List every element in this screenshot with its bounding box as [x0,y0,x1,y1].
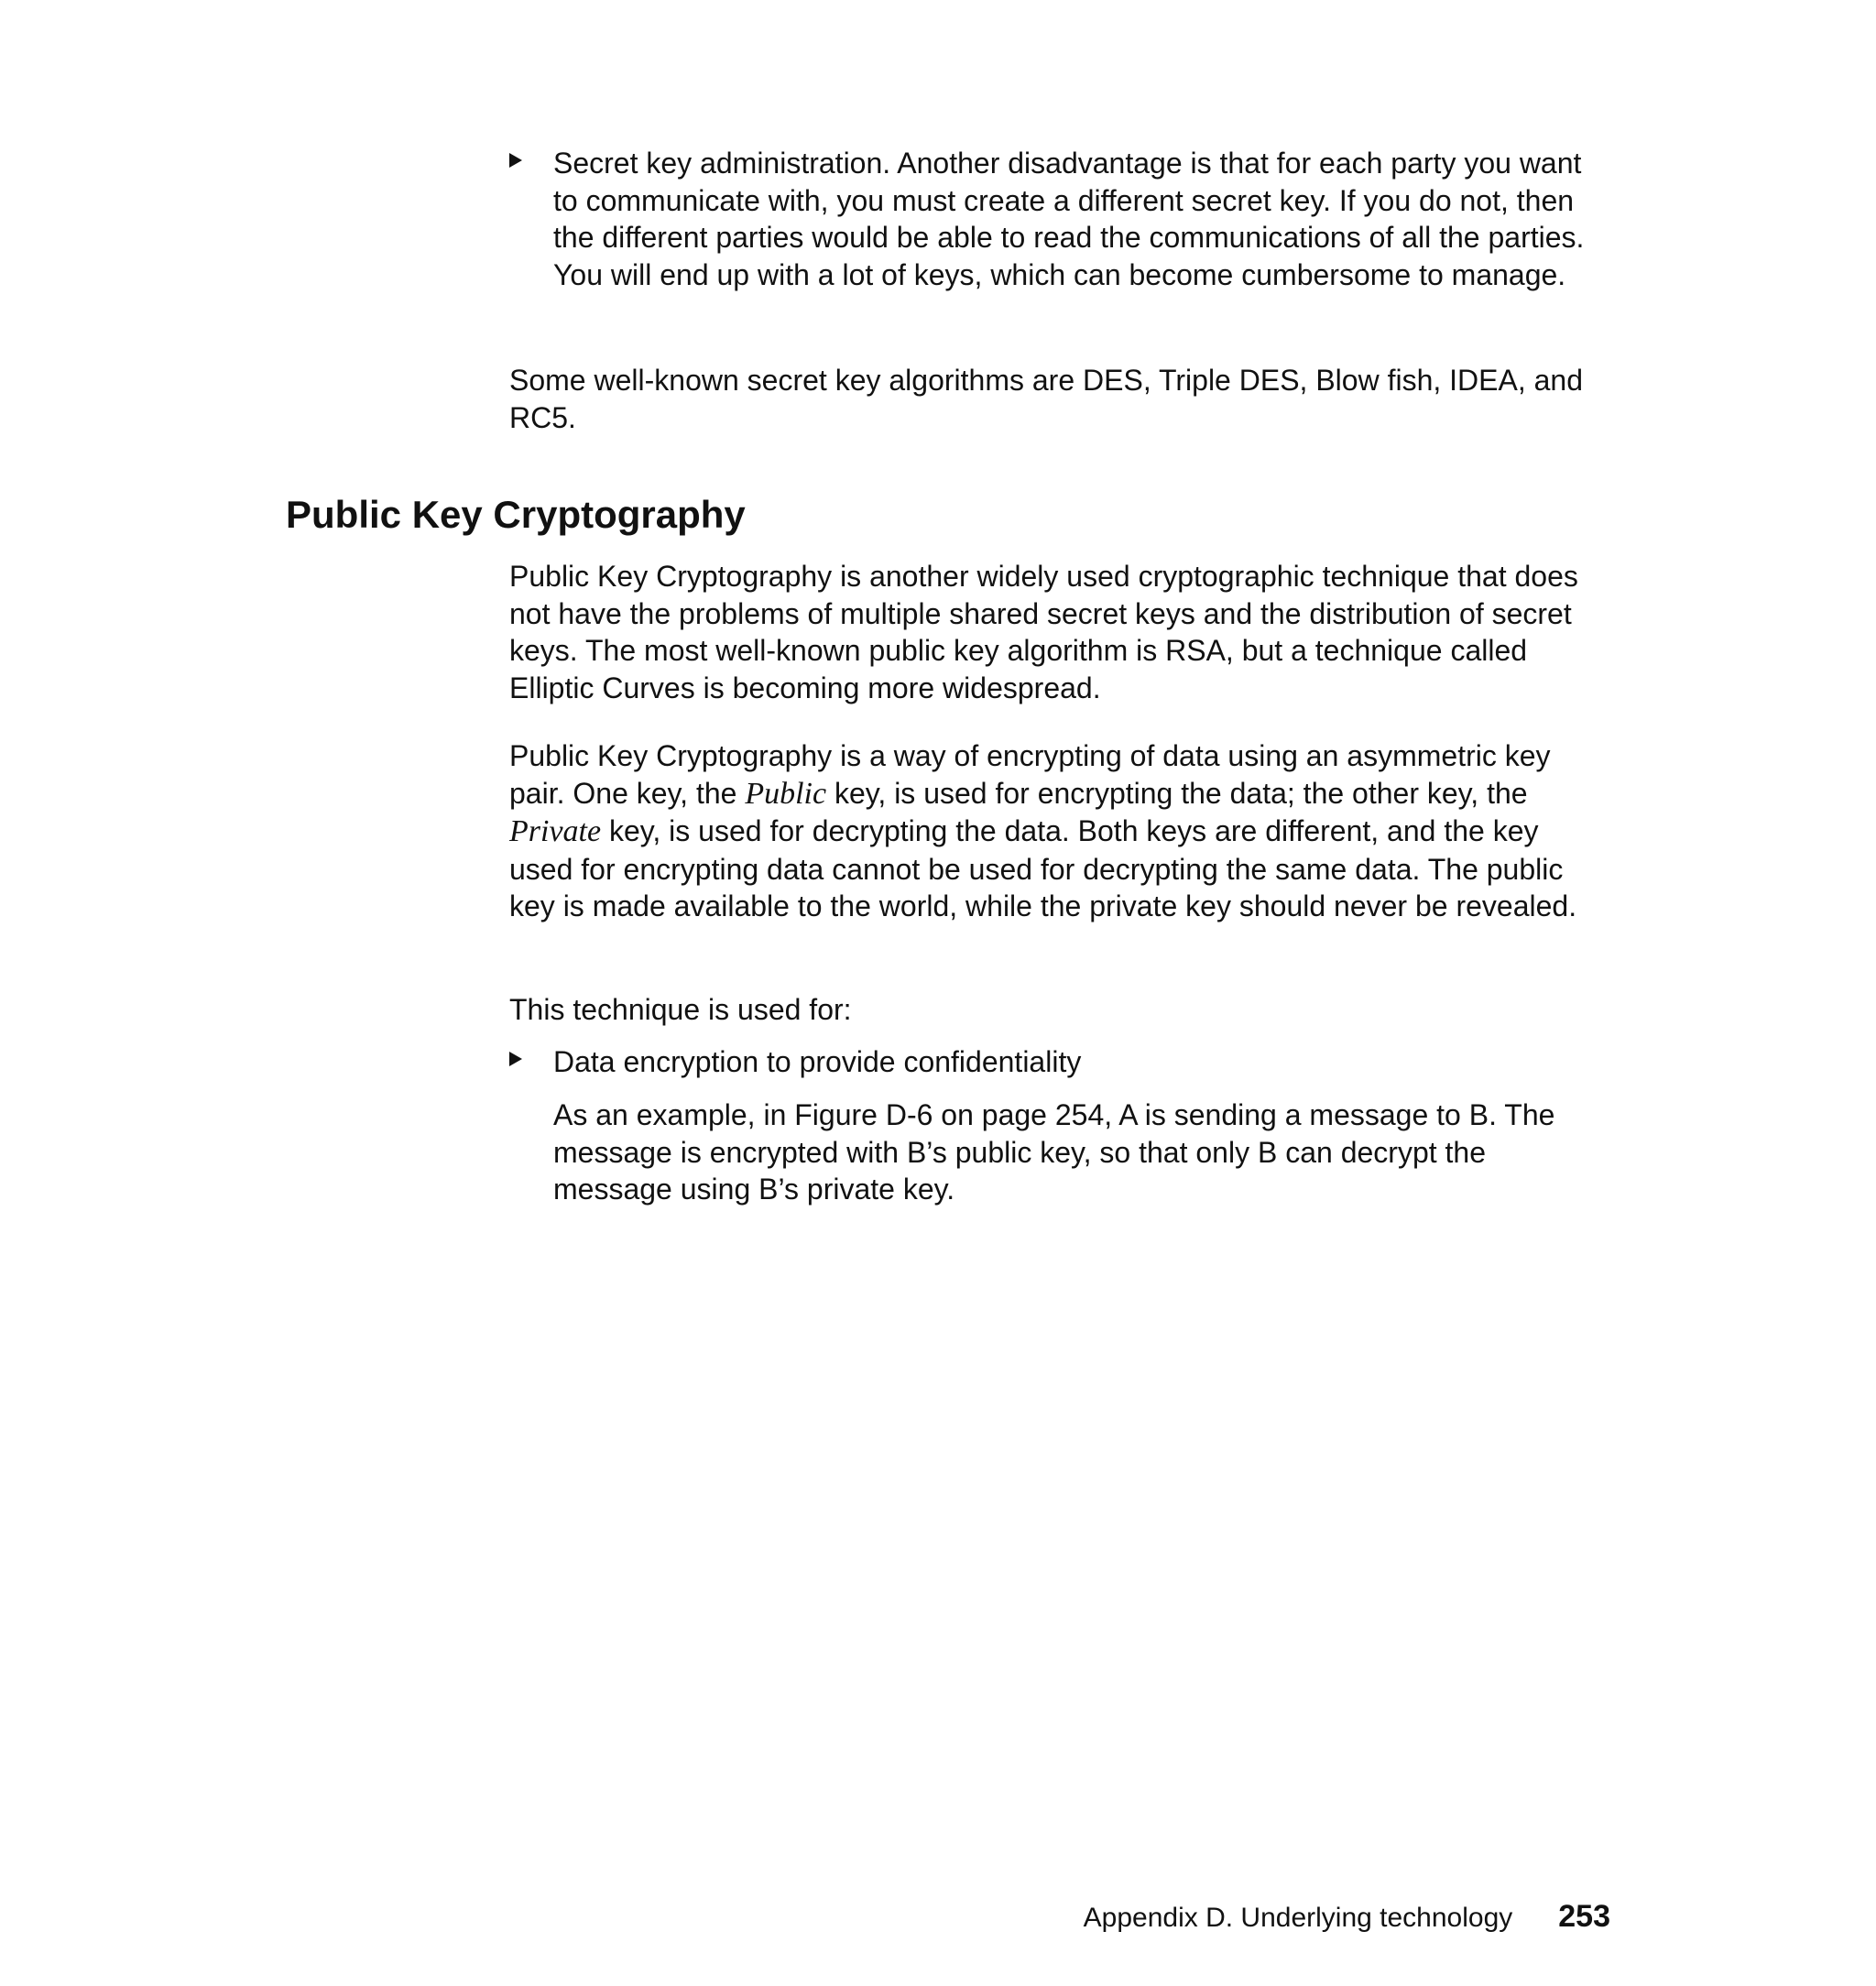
paragraph-secret-key-algorithms: Some well-known secret key algorithms are DES, Triple DES, Blow fish, IDEA, and RC5. [509,364,1583,434]
private-term: Private [509,814,602,848]
page-footer [1084,1898,1610,1937]
paragraph-encryption-example: As an example, in Figure D-6 on page 254, A is sending a message to B. The message is encrypted with B’s public key, so that only B can decrypt the message using B’s private key. [553,1098,1555,1206]
asymmetric-text-part1: Public Key Cryptography is a way of encrypting of data using an asymmetric key pair. One key, the [509,739,1551,810]
bullet-text: Secret key administration. Another disadvantage is that for each party you want to communicate with, you must create a different secret key. If you do not, then the different parties would be able to read the communications of all the parties. You will end up with a lot of keys, which can become cumbersome to manage. [553,147,1585,291]
footer-chapter-title: Appendix D. Underlying technology [1083,1903,1513,1933]
page-number: 253 [1558,1899,1610,1934]
asymmetric-text-part3: key, is used for decrypting the data. Both keys are different, and the key used for encrypting data cannot be used for decrypting the same data. The public key is made available to the world, while the private key should never be revealed. [509,814,1577,922]
bullet-arrow-icon [509,153,522,168]
paragraph-asymmetric-key-pair [509,737,1609,925]
bullet-text: Data encryption to provide confidentiality [553,1045,1082,1078]
bullet-arrow-icon [509,1052,522,1066]
section-heading: Public Key Cryptography [286,493,746,536]
asymmetric-text-part2: key, is used for encrypting the data; the other key, the [826,776,1528,810]
paragraph-public-key-intro: Public Key Cryptography is another widely used cryptographic technique that does not have the problems of multiple shared secret keys and the distribution of secret keys. The most well-known public key algorithm is RSA, but a technique called Elliptic Curves is becoming more widespread. [509,560,1578,704]
public-term: Public [745,776,827,811]
paragraph-technique-used-for: This technique is used for: [509,993,852,1026]
